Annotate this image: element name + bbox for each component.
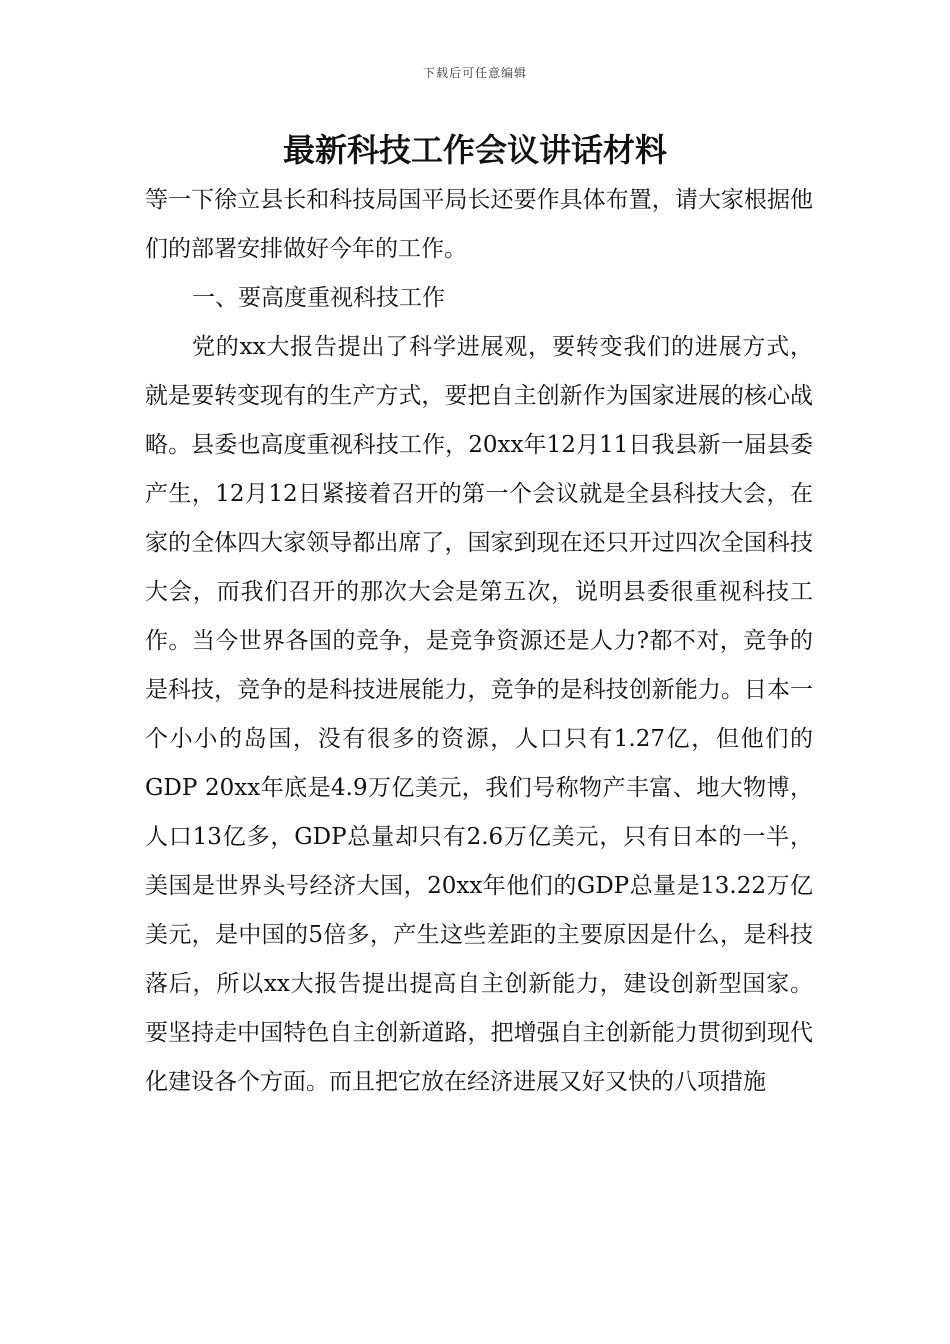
document-body	[145, 176, 813, 1107]
paragraph-main: 党的xx大报告提出了科学进展观，要转变我们的进展方式，就是要转变现有的生产方式，要把自主创新作为国家进展的核心战略。县委也高度重视科技工作，20xx年12月11日我县新一届县委产生，12月12日紧接着召开的第一个会议就是全县科技大会，在家的全体四大家领导都出席了，国家到现在还只开过四次全国科技大会，而我们召开的那次大会是第五次，说明县委很重视科技工作。当今世界各国的竞争，是竞争资源还是人力?都不对，竞争的是科技，竞争的是科技进展能力，竞争的是科技创新能力。日本一个小小的岛国，没有很多的资源，人口只有1.27亿，但他们的GDP 20xx年底是4.9万亿美元，我们号称物产丰富、地大物博，人口13亿多，GDP总量却只有2.6万亿美元，只有日本的一半，美国是世界头号经济大国，20xx年他们的GDP总量是13.22万亿美元，是中国的5倍多，产生这些差距的主要原因是什么，是科技落后，所以xx大报告提出提高自主创新能力，建设创新型国家。要坚持走中国特色自主创新道路，把增强自主创新能力贯彻到现代化建设各个方面。而且把它放在经济进展又好又快的八项措施	[145, 334, 813, 1095]
header-note: 下载后可任意编辑	[422, 66, 527, 80]
paragraph-continued: 等一下徐立县长和科技局国平局长还要作具体布置，请大家根据他们的部署安排做好今年的工作。	[145, 187, 813, 262]
section-heading: 一、要高度重视科技工作	[192, 285, 445, 311]
document-title: 最新科技工作会议讲话材料	[282, 131, 667, 169]
